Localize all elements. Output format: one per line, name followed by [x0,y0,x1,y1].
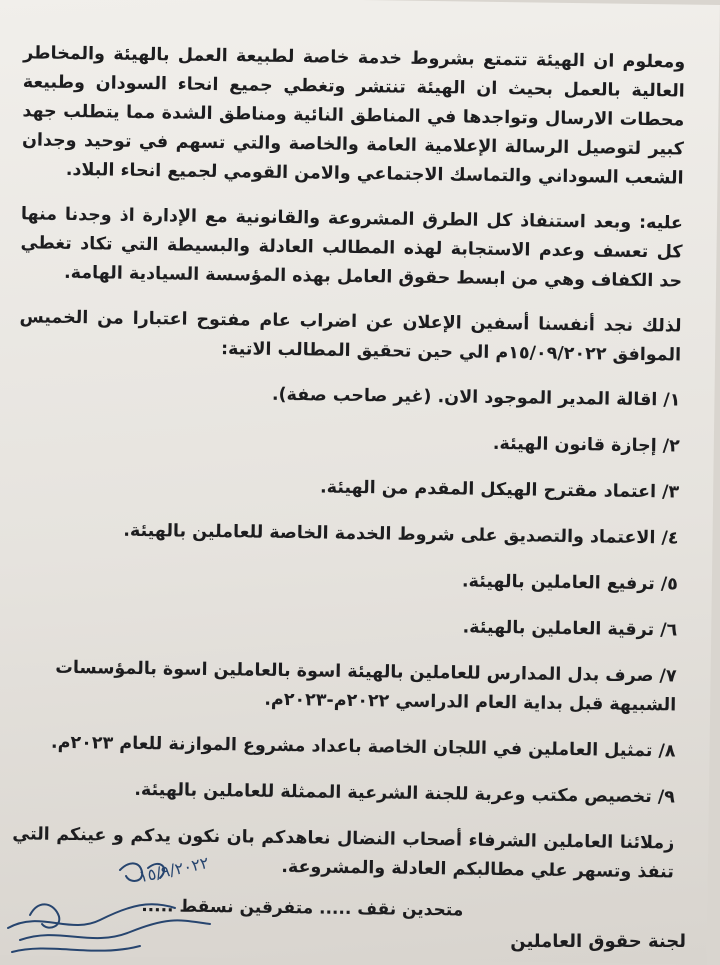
demand-item: ٨/تمثيل العاملين في اللجان الخاصة باعداد مشروع الموازنة للعام ٢٠٢٣م. [13,728,675,766]
demand-item: ٦/ترقية العاملين بالهيئة. [15,607,677,645]
demand-item: ٢/إجازة قانون الهيئة. [18,423,680,461]
demand-item: ٩/تخصيص مكتب وعربة للجنة الشرعية الممثلة للعاملين بالهيئة. [13,774,675,812]
demand-item: ١/اقالة المدير الموجود الان. (غير صاحب صفة). [18,377,680,415]
closing-paragraph: زملائنا العاملين الشرفاء أصحاب النضال نعاهدكم بان نكون يدكم و عينكم التي تنفذ وتسهر علي مطالبكم العادلة والمشروعة. [12,820,675,887]
grievance-paragraph: عليه: وبعد استنفاذ كل الطرق المشروعة والقانونية مع الإدارة اذ وجدنا منها كل تعسف وعدم الاستجابة لهذه المطالب العادلة والبسيطة التي تكاد تغطي حد الكفاف وهي من ابسط حقوق العامل بهذه المؤسسة السيادية الهامة. [20,200,683,296]
intro-paragraph: ومعلوم ان الهيئة تتمتع بشروط خدمة خاصة لطبيعة العمل بالهيئة والمخاطر العالية بالعمل بحيث ان الهيئة تنتشر وتغطي جميع انحاء السودان وطبيعة محطات الارسال وتواجدها في المناطق النائية ومناطق الشدة مما يتطلب جهد كبير لتوصيل الرسالة الإعلامية العامة والخاصة والتي تسهم في توحيد وجدان الشعب السوداني والتماسك الاجتماعي والامن القومي لجميع انحاء البلاد. [21,39,685,193]
demand-item: ٤/الاعتماد والتصديق على شروط الخدمة الخاصة للعاملين بالهيئة. [16,515,678,553]
demand-item: ٣/اعتماد مقترح الهيكل المقدم من الهيئة. [17,469,679,507]
demand-item: ٥/ترفيع العاملين بالهيئة. [16,561,678,599]
handwritten-signature [0,840,230,960]
committee-name: لجنة حقوق العاملين [510,931,686,952]
demand-item: ٧/صرف بدل المدارس للعاملين بالهيئة اسوة بالعاملين اسوة بالمؤسسات الشبيهة قبل بداية العام الدراسي ٢٠٢٢م-٢٠٢٣م. [14,653,677,720]
slogan: متحدين نقف ..... متفرقين نسقط ..... [11,894,463,920]
demands-list [13,377,681,812]
strike-announcement-paragraph: لذلك نجد أنفسنا أسفين الإعلان عن اضراب عام مفتوح اعتبارا من الخميس الموافق ١٥/٠٩/٢٠٢٢م الي حين تحقيق المطالب الاتية: [19,303,682,370]
signature-date: ١٥/٩/٢٠٢٢ [137,853,210,886]
